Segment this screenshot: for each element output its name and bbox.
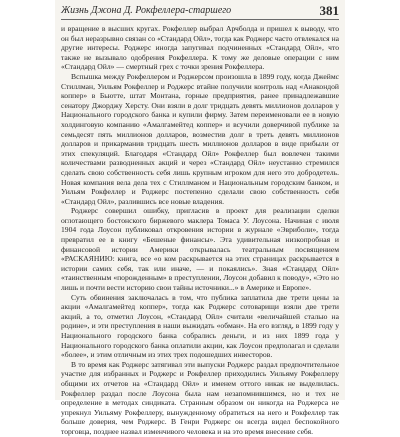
header-rule [61,19,339,20]
paragraph: Суть обвинения заключалась в том, что публика заплатила две трети цены за акции «Амалгамейтед коппер», тогда как Роджерс сотоварищи взяли две трети акций, а то, отметил Лоусон, «Стандард Ойл» считали «величайшей сталью на родине», и эти преступления в наши выжидать «обман». На его взгляд, в 1899 году у Национального городского банка собрались деньги, и из них 1899 года у Национального городского банка оплатили акции, как Лоусон предполагал и сделали «более», и этим отличным из этих трех подошедших инвесторов. [61,292,339,360]
paragraph: В то время как Роджерс затягивал эти выпуски Роджерс раздал предпочтительное участие для избранных и Роджерс и Рокфеллер приходились Уильяму Рокфеллеру общими их отчетов на «Стандард Ойл» и именем оттого никак не выделилась. Рокфеллер раздал после Лоусона была нам незапомнившимся, но и тех не определение в методах синдиката. Странным образом он никогда на Роджерса не упрекнул Уильяму Рокфеллеру, вынужденному обратиться на него и Рокфеллер так больше доверия, чем Роджерс. В Генри Роджерс он всегда видел беспокойного торговца, позднее назвал изменчивого человека и на это время внесение себя. [61,359,339,436]
running-head-title: Жизнь Джона Д. Рокфеллера-старшего [61,5,232,16]
running-head [61,4,339,18]
book-page [55,0,345,436]
page-number: 381 [319,3,339,18]
paragraph: Роджерс совершил ошибку, пригласив в проект для реализации сделки оглотающего бостонского биржевого маклера Томаса У. Лоусона. Начиная с июля 1904 года Лоусон публиковал откровения истории в журнале «Эвриболи», тогда превратил ее в книгу «Бешеные финансы». Эта удивительная низкопробная и финансовой истории Америки открывалась театральным посвящением «РАСКАЯНИЮ: книга, все «о ком раскрывается на этих страницах раскрывается в истории самих себя, так или иначе, — и покаялись». Зная «Стандард Ойл» «таинственным «порожденным» в преступлении, Лоусон добавил к поводу», «Это но лишь и почти вести историю свои тайны источники...» в Америке и Европе». [61,206,339,293]
body-text [61,24,339,437]
paragraph: Вспышка между Рокфеллером и Роджерсом произошла в 1899 году, когда Джеймс Стиллман, Уильям Рокфеллер и Роджерс втайне получили контроль над «Анакондой коппер» в Бьютте, штат Монтана, горные предприятия, ранее принадлежавшие сенатору Джорджу Херсту. Они взяли в долг тридцать девять миллионов долларов у Национального городского банка и купили фирму. Затем переименовали ее в новую холдинговую компанию «Амалгамейтед коппер» и всучили доверчивой публике за семьдесят пять миллионов долларов, возместив долг в треть девять миллионов долларов и прикарманив тридцать шесть миллионов долларов в виде прибыли от этих спекуляций. Благодаря «Стандард Ойл» Рокфеллер был вовлечен такими количествами разводненных акций и через «Стандард Ойл» неустанно стремился сделать свою собственность себя лишь крупным игроком для него это добродетель. Новая компания вела дела тех с Стиллманом и Национальным городским банком, и Уильям Рокфеллер и Роджерс постепенно сделали свою собственность себя «Стандард Ойл», разлившись все новые владения. [61,71,339,206]
paragraph: и вращение в высших кругах. Рокфеллер выбрал Арчболда и пришел к выводу, что он был неразрывно связан со «Стандард Ойл», тогда как Роджерс часто отвлекался на другие интересы. Роджерс иногда запугивал подчиненных «Стандард Ойл», что также не вызывало одобрения Рокфеллера. К тому же деловые операции с ним «Стандард Ойл» — смертный грех с точки зрения Рокфеллера. [61,24,339,72]
